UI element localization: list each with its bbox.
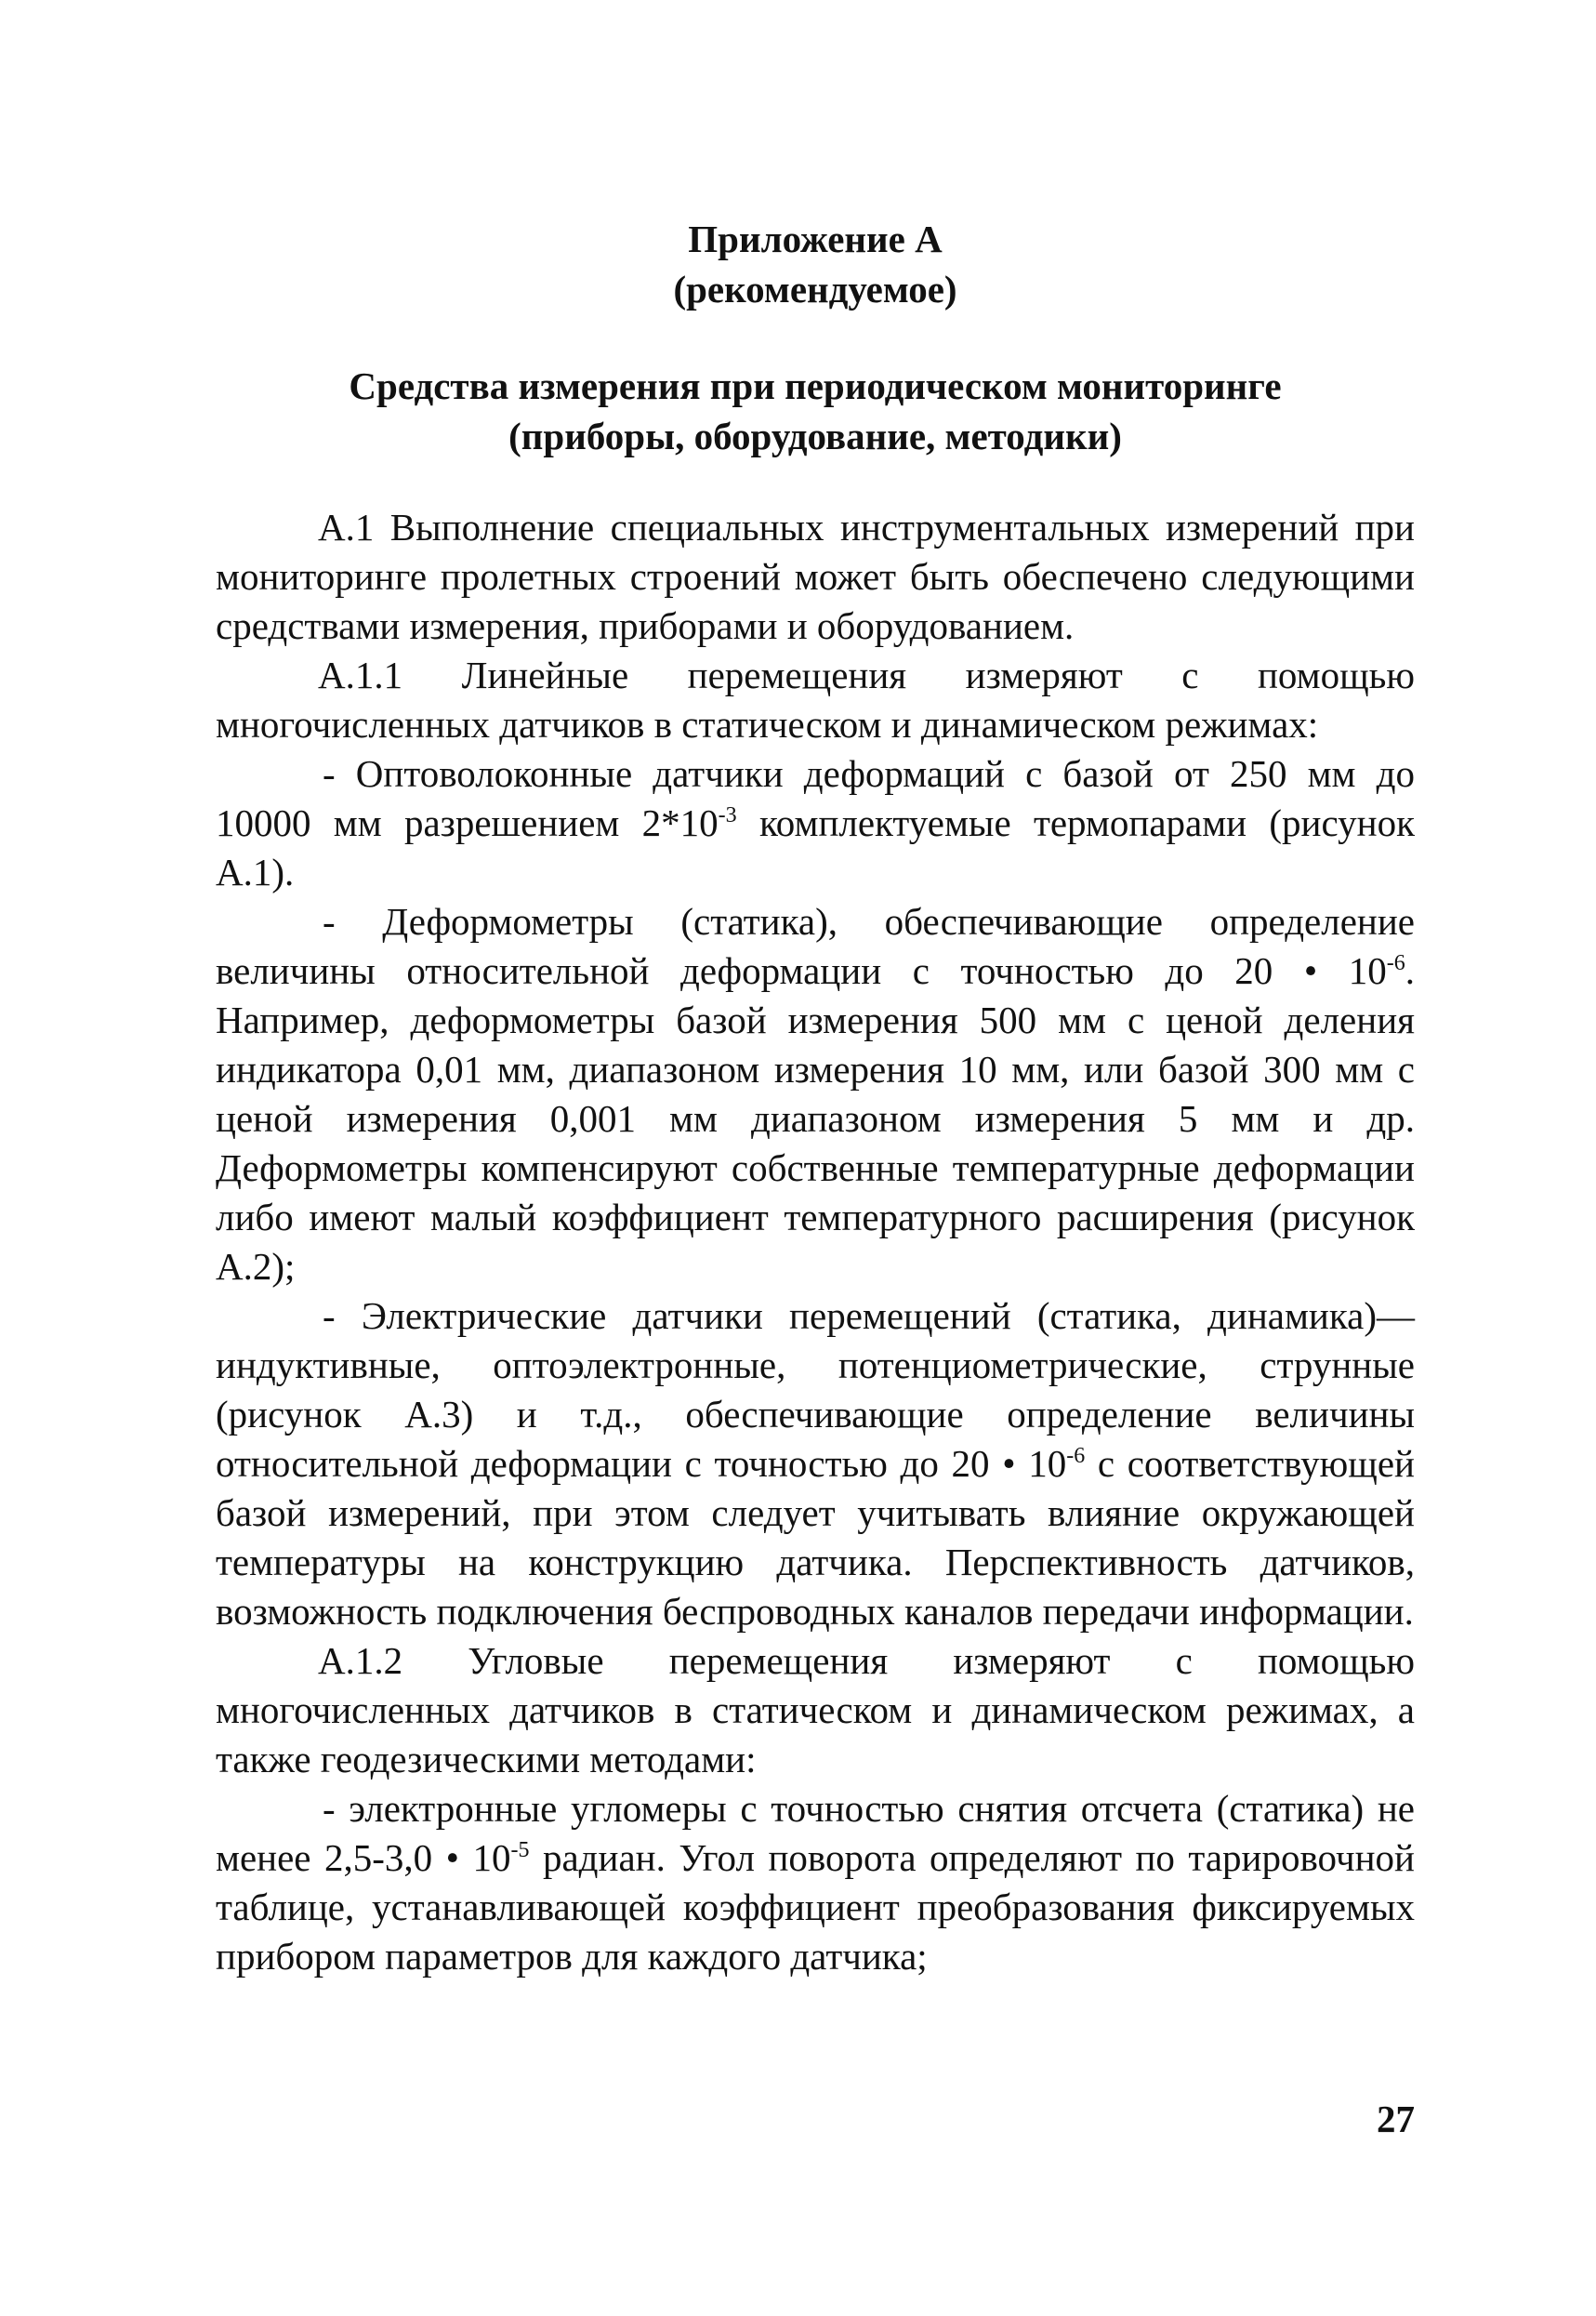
paragraph-a1-1: А.1.1 Линейные перемещения измеряют с помощью многочисленных датчиков в статическом и динамическом режимах: (216, 654, 1415, 746)
text-fragment: - Электрические датчики перемещений (статика, динамика)— индуктивные, оптоэлектронные, потенциометрические, струнные (рисунок А.3) и т.д., обеспечивающие определение величины относительной деформации с точностью до 20 • 10 (216, 1294, 1415, 1485)
superscript: -6 (1386, 951, 1405, 975)
superscript: -5 (510, 1838, 530, 1862)
paragraph-a1-2: А.1.2 Угловые перемещения измеряют с помощью многочисленных датчиков в статическом и динамическом режимах, а также геодезическими методами: (216, 1639, 1415, 1780)
text-fragment: с соответствующей базой измерений, при этом следует учитывать влияние окружающей температуры на конструкцию датчика. Перспективность датчиков, возможность подключения беспроводных каналов передачи информации. (216, 1442, 1415, 1633)
page-number: 27 (1377, 2098, 1415, 2140)
text-fragment: - Деформометры (статика), обеспечивающие определение величины относительной деформации с точностью до 20 • 10 (216, 900, 1415, 992)
section-title-line2: (приборы, оборудование, методики) (508, 415, 1122, 457)
list-item-goniometers (216, 1784, 1415, 1981)
body-text (216, 503, 1415, 1981)
paragraph-a1: А.1 Выполнение специальных инструментальных измерений при мониторинге пролетных строений может быть обеспечено следующими средствами измерения, приборами и оборудованием. (216, 506, 1415, 647)
list-item-electric-sensors (216, 1291, 1415, 1636)
superscript: -3 (718, 803, 737, 827)
list-item-fiber-sensors (216, 749, 1415, 897)
superscript: -6 (1066, 1444, 1086, 1468)
document-page (216, 214, 1415, 1981)
text-fragment: комплектуемые термопарами (рисунок А.1). (216, 801, 1416, 893)
appendix-title: Приложение А (688, 218, 943, 260)
list-item-deformometers (216, 897, 1415, 1291)
text-fragment: . Например, деформометры базой измерения 500 мм с ценой деления индикатора 0,01 мм, диапазоном измерения 10 мм, или базой 300 мм с ценой измерения 0,001 мм диапазоном измерения 5 мм и др. Деформометры компенсируют собственные температурные деформации либо имеют малый коэффициент температурного расширения (рисунок А.2); (216, 949, 1415, 1288)
text-fragment: - Оптоволоконные датчики деформаций с базой от 250 мм до 10000 мм разрешением 2*10 (216, 752, 1415, 844)
appendix-subtitle: (рекомендуемое) (673, 268, 957, 311)
text-fragment: - электронные угломеры с точностью снятия отсчета (статика) не менее 2,5-3,0 • 10 (216, 1787, 1415, 1879)
section-title-line1: Средства измерения при периодическом мониторинге (349, 364, 1282, 407)
text-fragment: радиан. Угол поворота определяют по тарировочной таблице, устанавливающей коэффициент преобразования фиксируемых прибором параметров для каждого датчика; (216, 1836, 1415, 1978)
